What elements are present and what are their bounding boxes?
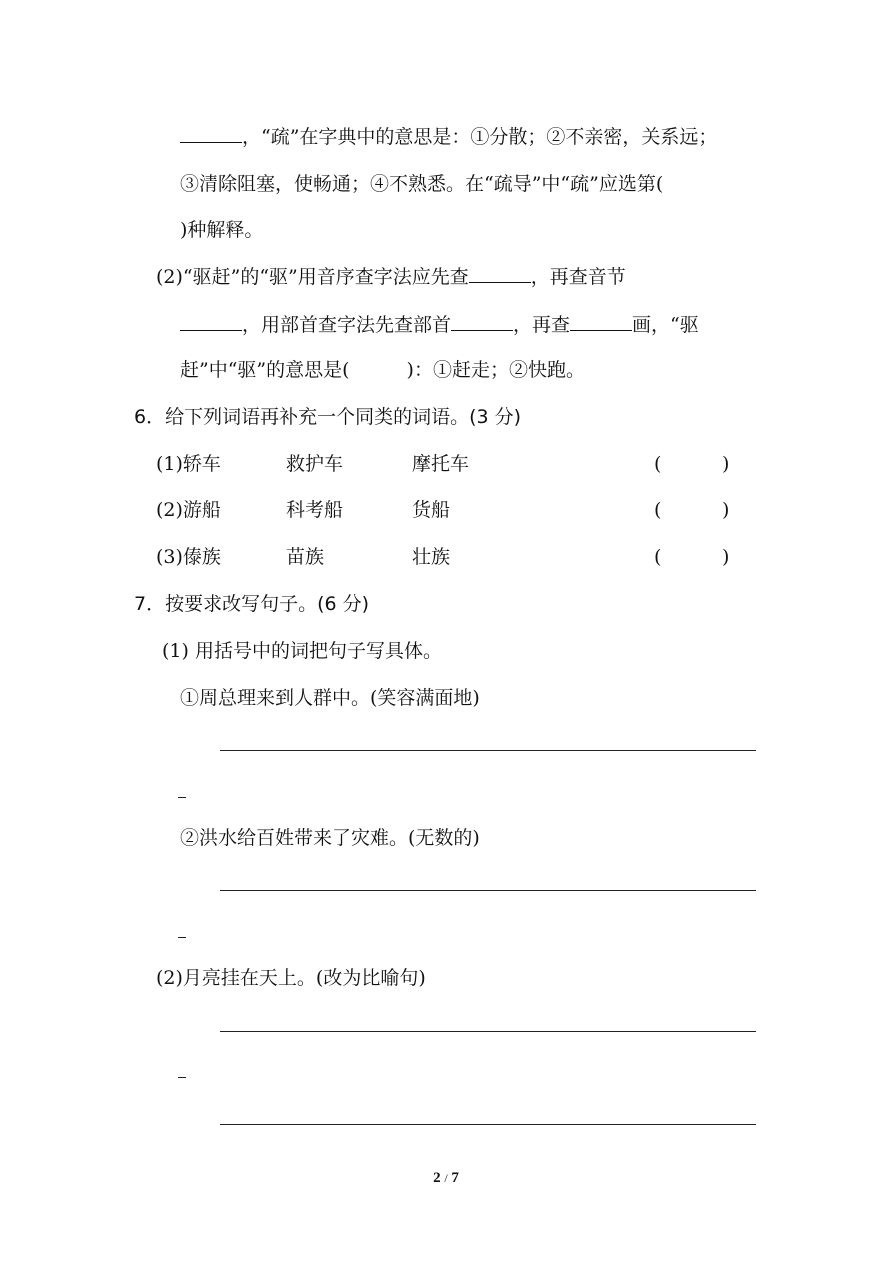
q7-title: 7．按要求改写句子。(6 分) <box>134 593 370 615</box>
line-end-mark <box>178 1077 186 1078</box>
q6-word: 摩托车 <box>412 453 470 475</box>
q5-part2-line2 <box>180 312 699 337</box>
line-end-mark <box>178 797 186 798</box>
answer-blank[interactable] <box>451 312 513 331</box>
q6-row-label: (2)游船 <box>156 499 221 521</box>
paren-close: ) <box>722 546 730 568</box>
paren-close: ) <box>722 499 730 521</box>
q5-line1 <box>180 124 717 149</box>
paren-open: ( <box>654 453 662 475</box>
paren-close: ) <box>722 453 730 475</box>
q5-line3: )种解释。 <box>180 219 264 241</box>
answer-blank[interactable] <box>180 312 242 331</box>
q6-word: 科考船 <box>286 499 344 521</box>
q5-part2-text-c: ，用部首查字法先查部首 <box>242 314 452 336</box>
paren-open: ( <box>654 499 662 521</box>
q5-part2-text-b: ，再查音节 <box>530 266 626 288</box>
q5-part2-text-d: ，再查 <box>513 314 571 336</box>
q5-part2-text-e: 画，“驱 <box>632 314 699 336</box>
paren-open: ( <box>654 546 662 568</box>
q6-word: 救护车 <box>286 453 344 475</box>
total-pages: 7 <box>451 1170 459 1186</box>
q6-word: 苗族 <box>286 546 325 568</box>
line-end-mark <box>178 937 186 938</box>
q7-item2: ②洪水给百姓带来了灾难。(无数的) <box>180 827 480 849</box>
answer-blank[interactable] <box>180 124 242 143</box>
q6-row-label: (1)轿车 <box>156 453 221 475</box>
answer-line[interactable] <box>220 890 756 891</box>
q5-line2: ③清除阻塞，使畅通；④不熟悉。在“疏导”中“疏”应选第( <box>180 173 664 195</box>
current-page: 2 <box>433 1170 441 1186</box>
q5-part2-line1 <box>156 264 626 289</box>
q6-word: 货船 <box>412 499 451 521</box>
answer-line[interactable] <box>220 750 756 751</box>
answer-line[interactable] <box>220 1124 756 1125</box>
q7-item1: ①周总理来到人群中。(笑容满面地) <box>180 687 480 709</box>
answer-line[interactable] <box>220 1031 756 1032</box>
q6-word: 壮族 <box>412 546 451 568</box>
q7-sub2: (2)月亮挂在天上。(改为比喻句) <box>156 967 426 989</box>
answer-blank[interactable] <box>469 264 531 283</box>
q7-sub1: (1) 用括号中的词把句子写具体。 <box>162 640 442 662</box>
q5-line1-text: ，“疏”在字典中的意思是：①分散；②不亲密，关系远； <box>242 126 718 148</box>
page-separator: / <box>444 1171 448 1185</box>
q6-row-label: (3)傣族 <box>156 546 221 568</box>
page-number <box>0 1170 892 1187</box>
q5-part2-text-a: (2)“驱赶”的“驱”用音序查字法应先查 <box>156 266 469 288</box>
q6-title: 6．给下列词语再补充一个同类的词语。(3 分) <box>134 406 522 428</box>
q5-part2-line3: 赶”中“驱”的意思是( )：①赶走；②快跑。 <box>180 359 585 381</box>
answer-blank[interactable] <box>570 312 632 331</box>
